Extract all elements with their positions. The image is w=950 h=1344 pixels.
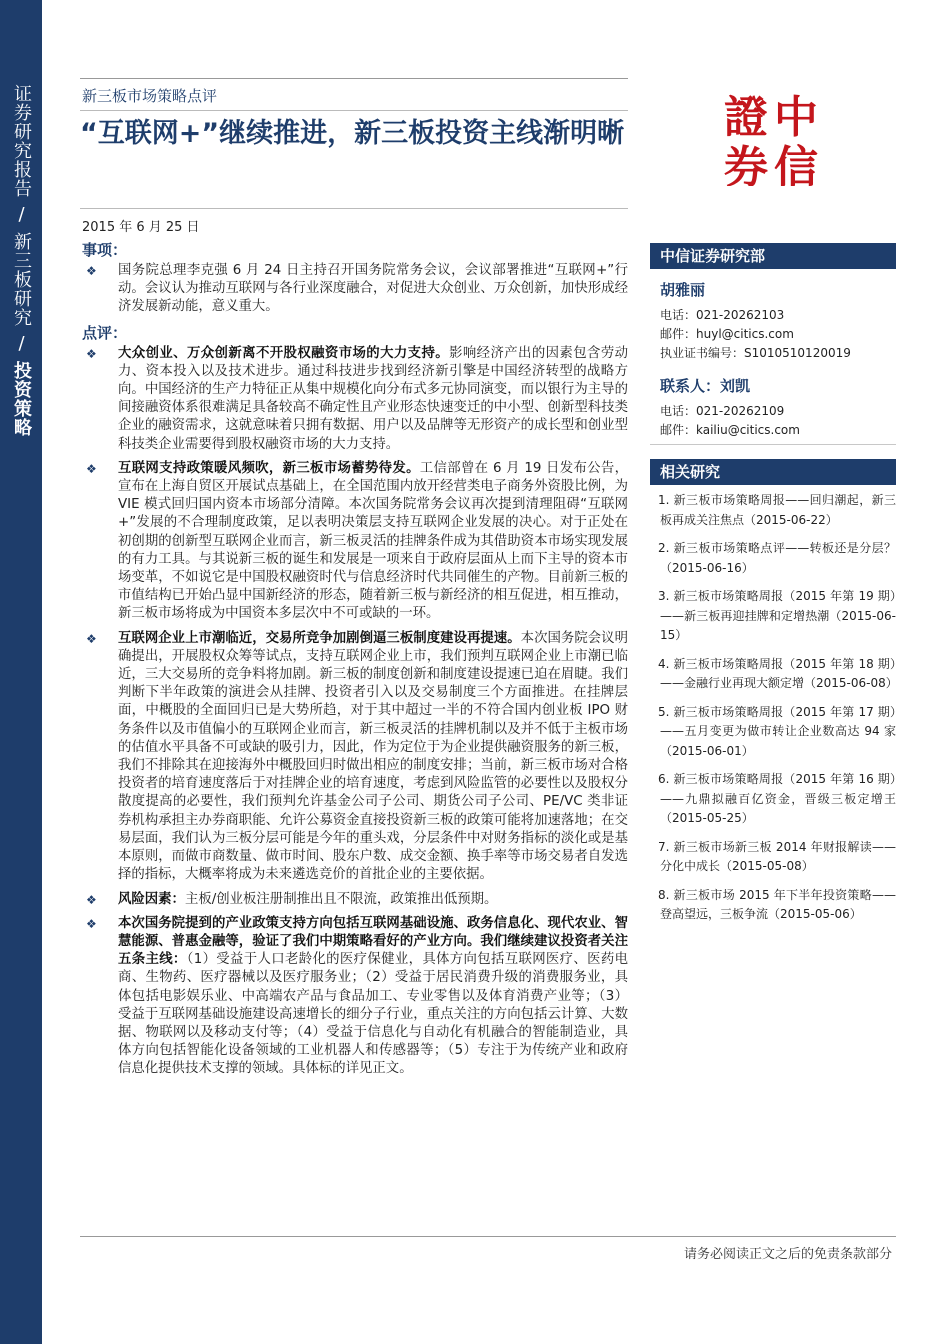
comment-list bbox=[82, 345, 628, 1079]
related-report-item: 4. 新三板市场策略周报（2015 年第 18 期）——金融行业再现大额定增（2015-06-08） bbox=[658, 656, 898, 690]
top-divider bbox=[80, 78, 628, 79]
main-content bbox=[82, 240, 628, 1085]
comment-body: 本次国务院会议明确提出，开展股权众筹等试点，支持互联网企业上市，我们预判互联网企业上市潮已临近，三大交易所的竞争料将加剧。新三板的制度创新和制度建设提速已迫在眉睫。我们判断下半年政策的演进会从挂牌、投资者引入以及交易制度三个方面推进。在挂牌层面，中概股的全面回归已是大势所趋，对于其中超过一半的不符合国内创业板 IPO 财务条件以及市值偏小的互联网企业而言，新三板灵活的挂牌机制以及并不低于主板市场的估值水平具备不可或缺的吸引力，因此，作为定位于为企业提供融资服务的新三板，我们不排除其在迎接海外中概股回归时做出相应的制度安排；当前，新三板市场对合格投资者的培育速度落后于对挂牌企业的培育速度，考虑到风险监管的必要性以及股权分散度提高的必要性，我们预判允许基金公司子公司、期货公司子公司、PE/VC 类非证券机构承担主办券商职能、允许公募资金直接投资新三板的政策可能将加速落地；在交易层面，我们认为三板分层可能是今年的重头戏，分层条件中对财务指标的淡化或是基本原则，而做市商数量、做市时间、股东户数、成交金额、换手率等市场交易者自发选择的指标，大概率将成为未来遴选竞价的首批企业的主要依据。 bbox=[118, 630, 628, 883]
comment-item bbox=[82, 630, 628, 885]
related-report-item: 8. 新三板市场 2015 年下半年投资策略——登高望远，三板争流（2015-05-06） bbox=[658, 887, 896, 921]
contact-email: 邮件：kailiu@citics.com bbox=[660, 423, 800, 437]
comment-lead: 大众创业、万众创新离不开股权融资市场的大力支持。 bbox=[118, 345, 450, 361]
comment-item bbox=[82, 891, 628, 909]
event-heading: 事项： bbox=[82, 241, 128, 259]
event-item bbox=[82, 262, 628, 317]
related-report-item: 6. 新三板市场策略周报（2015 年第 16 期）——九鼎拟融百亿资金，晋级三板定增王（2015-05-25） bbox=[658, 772, 896, 825]
event-text: 国务院总理李克强 6 月 24 日主持召开国务院常务会议，会议部署推进“互联网+”行动。会议认为推动互联网与各行业深度融合，对促进大众创业、万众创新，加快形成经济发展新动能，意义重大。 bbox=[118, 263, 628, 315]
disclaimer-note: 请务必阅读正文之后的免责条款部分 bbox=[683, 1247, 892, 1262]
contact-name: 联系人：刘凯 bbox=[660, 377, 751, 395]
report-date: 2015 年 6 月 25 日 bbox=[82, 220, 200, 235]
related-report-item: 3. 新三板市场策略周报（2015 年第 19 期）——新三板再迎挂牌和定增热潮（2015-06-15） bbox=[658, 589, 896, 642]
title-divider bbox=[80, 110, 628, 111]
report-title: “互联网+”继续推进，新三板投资主线渐明晰 bbox=[80, 118, 625, 149]
comment-body: 工信部曾在 6 月 19 日发布公告，宣布在上海自贸区开展试点基础上，在全国范围内放开经营类电子商务外资股比例，为 VIE 模式回归国内资本市场部分清障。本次国务院常务会议再次提到清理阻碍“互联网+”发展的不合理制度政策，足以表明决策层支持互联网企业发展的决心。对于正处在初创期的创新型互联网企业而言，新三板灵活的挂牌条件成为其借助资本市场实现发展的有力工具。与其说新三板的诞生和发展是一项来自于政府层面从上而下主导的资本市场变革，不如说它是中国股权融资时代与信息经济时代共同催生的产物。目前新三板的市值结构已开始凸显中国新经济的形态，随着新三板与新经济的相互促进，相互推动，新三板市场将成为中国资本多层次中不可或缺的一环。 bbox=[118, 460, 628, 622]
report-type: 证券研究报告 bbox=[11, 84, 32, 198]
diamond-bullet-icon: ❖ bbox=[86, 631, 97, 646]
comment-lead: 互联网支持政策暖风频吹，新三板市场蓄势待发。 bbox=[118, 460, 420, 476]
comment-heading: 点评： bbox=[82, 323, 128, 342]
logo-char-1: 中 bbox=[774, 92, 818, 143]
diamond-bullet-icon: ❖ bbox=[86, 916, 97, 931]
side-banner bbox=[0, 0, 42, 1344]
diamond-bullet-icon: ❖ bbox=[86, 461, 97, 476]
related-report-item: 1. 新三板市场策略周报——回归潮起，新三板再成关注焦点（2015-06-22） bbox=[658, 493, 896, 527]
analyst-phone: 电话：021-20262103 bbox=[660, 308, 785, 322]
related-research-panel bbox=[650, 459, 896, 934]
related-research-header: 相关研究 bbox=[650, 459, 896, 485]
related-report-item: 7. 新三板市场新三板 2014 年财报解读——分化中成长（2015-05-08） bbox=[658, 839, 896, 873]
comment-item bbox=[82, 460, 628, 624]
dept-header: 中信证券研究部 bbox=[650, 243, 896, 269]
comment-item bbox=[82, 915, 628, 1079]
research-category: 新三板研究 bbox=[11, 232, 32, 327]
comment-body: 影响经济产出的因素包含劳动力、资本投入以及技术进步。通过科技进步找到经济新引擎是中国经济转型的战略方向。中国经济的生产力特征正从集中规模化向分布式多元协同演变，而以银行为主导的间接融资体系很难满足具备较高不确定性且产业形态快速变迁的中小型、创新型科技类企业的融资需求，这就意味着只拥有数据、用户以及品牌等无形资产的成长型和创业型科技类企业需要得到股权融资市场的大力支持。 bbox=[118, 345, 629, 452]
related-research-list bbox=[650, 491, 896, 925]
comment-lead: 互联网企业上市潮临近，交易所竞争加剧倒逼三板制度建设再提速。 bbox=[118, 630, 521, 646]
comment-body: 主板/创业板注册制推出且不限流，政策推出低预期。 bbox=[184, 891, 498, 907]
diamond-bullet-icon: ❖ bbox=[86, 346, 97, 361]
related-report-item: 5. 新三板市场策略周报（2015 年第 17 期）——五月变更为做市转让企业数高达 94 家（2015-06-01） bbox=[658, 704, 896, 758]
footer-divider bbox=[80, 1236, 896, 1237]
contact-phone: 电话：021-20262109 bbox=[660, 404, 785, 418]
analyst-email: 邮件：huyl@citics.com bbox=[660, 327, 794, 341]
logo-char-2: 信 bbox=[774, 142, 818, 186]
side-banner-text bbox=[0, 84, 42, 437]
citic-securities-logo bbox=[722, 86, 826, 186]
comment-lead: 风险因素： bbox=[118, 891, 185, 907]
comment-body: （1）受益于人口老龄化的医疗保健业，具体方向包括互联网医疗、医药电商、生物药、医疗器械以及医疗服务业；（2）受益于居民消费升级的消费服务业，具体包括电影娱乐业、中高端农产品与食品加工、专业零售以及体育消费产业等；（3）受益于互联网基础设施建设高速增长的细分子行业，重点关注的方向包括云计算、大数据、物联网以及移动支付等；（4）受益于信息化与自动化有机融合的智能制造业，具体方向包括智能化设备领域的工业机器人和传感器等；（5）专注于为传统产业和政府信息化提供技术支撑的领域。具体标的详见正文。 bbox=[118, 952, 628, 1077]
panel-divider bbox=[650, 444, 896, 445]
diamond-bullet-icon: ❖ bbox=[86, 264, 97, 278]
logo-char-4: 券 bbox=[724, 142, 768, 186]
report-subtype: 投资策略 bbox=[11, 361, 32, 437]
separator: / bbox=[11, 333, 32, 355]
comment-item bbox=[82, 345, 628, 454]
research-dept-panel bbox=[650, 243, 896, 445]
related-report-item: 2. 新三板市场策略点评——转板还是分层？（2015-06-16） bbox=[658, 541, 896, 575]
logo-char-3: 證 bbox=[724, 92, 768, 143]
diamond-bullet-icon: ❖ bbox=[86, 892, 97, 907]
analyst-name: 胡雅丽 bbox=[660, 281, 706, 299]
comment-lead: 本次国务院提到的产业政策支持方向包括互联网基础设施、政务信息化、现代农业、智慧能源、普惠金融等，验证了我们中期策略看好的产业方向。我们继续建议投资者关注五条主线： bbox=[118, 915, 628, 968]
analyst-cert: 执业证书编号：S1010510120019 bbox=[660, 346, 851, 360]
series-label: 新三板市场策略点评 bbox=[82, 87, 218, 105]
separator: / bbox=[11, 204, 32, 226]
date-divider bbox=[80, 208, 628, 209]
